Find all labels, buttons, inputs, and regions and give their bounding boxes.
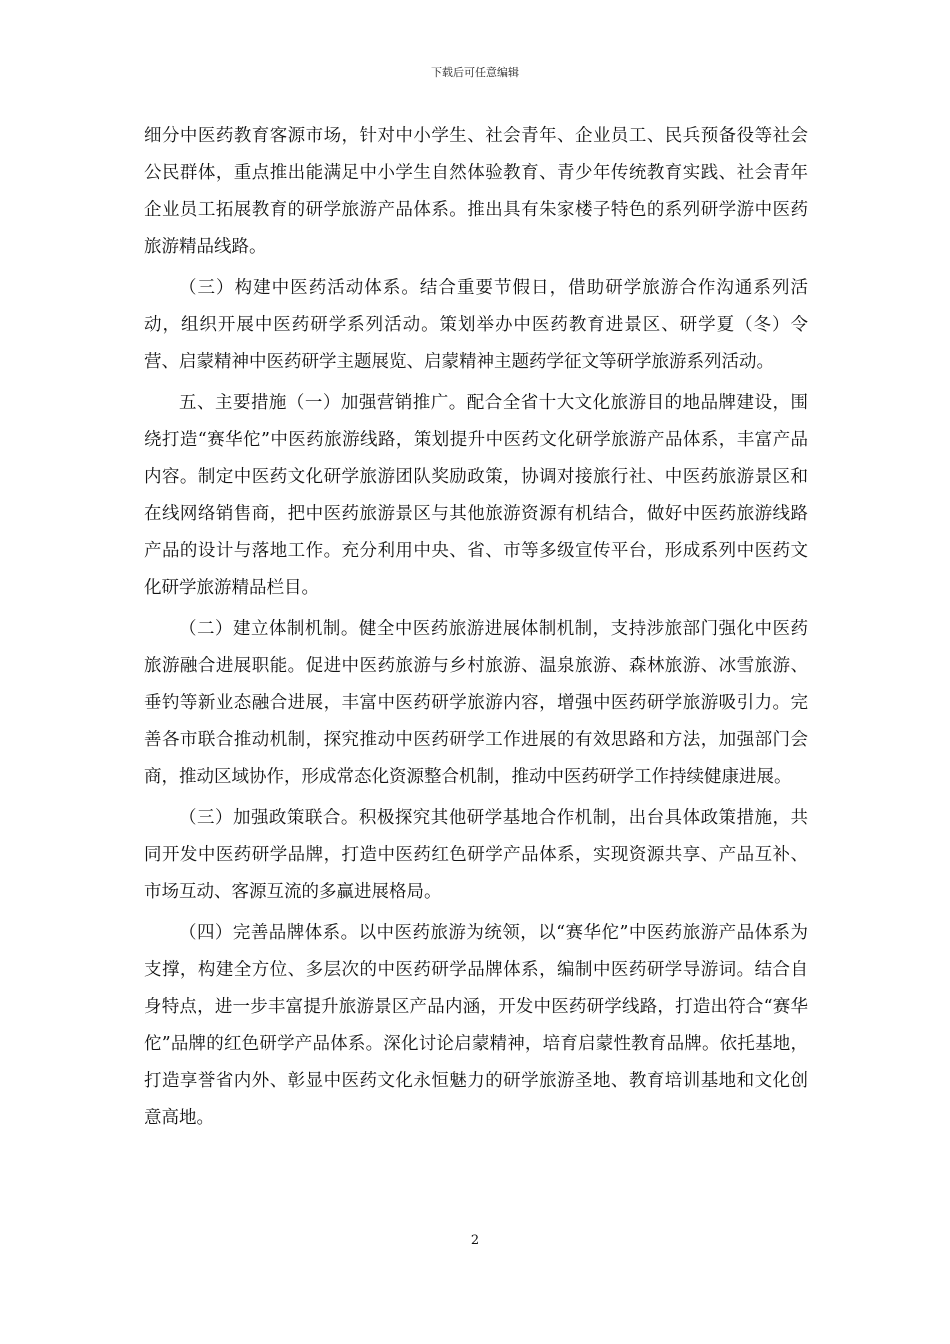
paragraph-brand-system: （四）完善品牌体系。以中医药旅游为统领，以“赛华佗”中医药旅游产品体系为支撑，构建全方位、多层次的中医药研学品牌体系，编制中医药研学导游词。结合自身特点，进一步丰富提升旅游景区产品内涵，开发中医药研学线路，打造出符合“赛华佗”品牌的红色研学产品体系。深化讨论启蒙精神，培育启蒙性教育品牌。依托基地，打造享誉省内外、彰显中医药文化永恒魅力的研学旅游圣地、教育培训基地和文化创意高地。 [144,923,808,1128]
page-header: 下载后可任意编辑 [431,66,519,79]
paragraph-continued: 细分中医药教育客源市场，针对中小学生、社会青年、企业员工、民兵预备役等社会公民群体，重点推出能满足中小学生自然体验教育、青少年传统教育实践、社会青年企业员工拓展教育的研学旅游产品体系。推出具有朱家楼子特色的系列研学游中医药旅游精品线路。 [144,126,808,257]
paragraph-institutional-mechanism: （二）建立体制机制。健全中医药旅游进展体制机制，支持涉旅部门强化中医药旅游融合进展职能。促进中医药旅游与乡村旅游、温泉旅游、森林旅游、冰雪旅游、垂钓等新业态融合进展，丰富中医药研学旅游内容，增强中医药研学旅游吸引力。完善各市联合推动机制，探究推动中医药研学工作进展的有效思路和方法，加强部门会商，推动区域协作，形成常态化资源整合机制，推动中医药研学工作持续健康进展。 [144,619,808,787]
paragraph-activity-system: （三）构建中医药活动体系。结合重要节假日，借助研学旅游合作沟通系列活动，组织开展中医药研学系列活动。策划举办中医药教育进景区、研学夏（冬）令营、启蒙精神中医药研学主题展览、启蒙精神主题药学征文等研学旅游系列活动。 [144,278,808,372]
paragraph-policy-union: （三）加强政策联合。积极探究其他研学基地合作机制，出台具体政策措施，共同开发中医药研学品牌，打造中医药红色研学产品体系，实现资源共享、产品互补、市场互动、客源互流的多赢进展格局。 [144,808,808,902]
paragraph-main-measures: 五、主要措施（一）加强营销推广。配合全省十大文化旅游目的地品牌建设，围绕打造“赛华佗”中医药旅游线路，策划提升中医药文化研学旅游产品体系，丰富产品内容。制定中医药文化研学旅游团队奖励政策，协调对接旅行社、中医药旅游景区和在线网络销售商，把中医药旅游景区与其他旅游资源有机结合，做好中医药旅游线路产品的设计与落地工作。充分利用中央、省、市等多级宣传平台，形成系列中医药文化研学旅游精品栏目。 [144,393,808,598]
document-body [144,118,808,1141]
page-number: 2 [470,1233,480,1248]
